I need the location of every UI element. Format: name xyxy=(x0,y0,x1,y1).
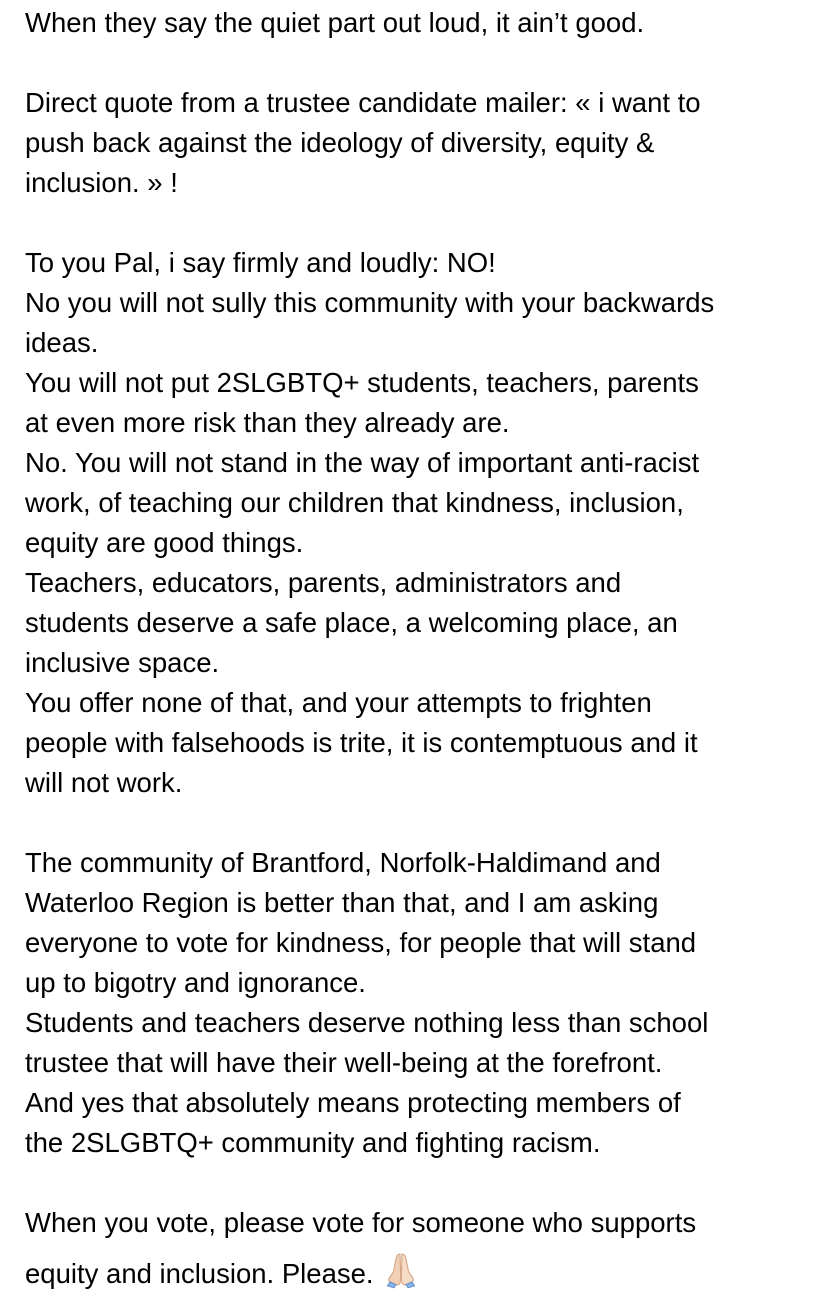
post-line: And yes that absolutely means protecting members of xyxy=(25,1087,681,1118)
post-line: When they say the quiet part out loud, it ain’t good. xyxy=(25,7,645,38)
post-line: inclusion. » ! xyxy=(25,167,178,198)
post-line: people with falsehoods is trite, it is contemptuous and it xyxy=(25,727,698,758)
post-last-line xyxy=(25,1251,820,1300)
post-line: No. You will not stand in the way of important anti-racist xyxy=(25,447,700,478)
post-line: students deserve a safe place, a welcoming place, an xyxy=(25,607,678,638)
post-line: up to bigotry and ignorance. xyxy=(25,967,366,998)
post-line: Students and teachers deserve nothing less than school xyxy=(25,1007,709,1038)
post-line: To you Pal, i say firmly and loudly: NO! xyxy=(25,247,496,278)
post-line: everyone to vote for kindness, for people that will stand xyxy=(25,927,697,958)
post-body xyxy=(25,3,820,1300)
post-line: When you vote, please vote for someone who supports xyxy=(25,1207,697,1238)
post-line: Direct quote from a trustee candidate mailer: « i want to xyxy=(25,87,701,118)
post-line: You offer none of that, and your attempts to frighten xyxy=(25,687,652,718)
folded-hands-icon xyxy=(382,1251,420,1300)
post-line: the 2SLGBTQ+ community and fighting racism. xyxy=(25,1127,601,1158)
post-line: at even more risk than they already are. xyxy=(25,407,510,438)
post-line: work, of teaching our children that kindness, inclusion, xyxy=(25,487,684,518)
post-line: Teachers, educators, parents, administrators and xyxy=(25,567,622,598)
post-line: ideas. xyxy=(25,327,99,358)
post-line: will not work. xyxy=(25,767,183,798)
post-line: equity are good things. xyxy=(25,527,304,558)
post-line: equity and inclusion. Please. xyxy=(25,1258,374,1289)
post-line: inclusive space. xyxy=(25,647,220,678)
post-line: trustee that will have their well-being at the forefront. xyxy=(25,1047,663,1078)
paragraph-gap xyxy=(25,43,820,83)
post-line: You will not put 2SLGBTQ+ students, teachers, parents xyxy=(25,367,699,398)
post-line: Waterloo Region is better than that, and I am asking xyxy=(25,887,659,918)
paragraph-gap xyxy=(25,803,820,843)
paragraph-gap xyxy=(25,203,820,243)
post-line: No you will not sully this community with your backwards xyxy=(25,287,715,318)
post-line: push back against the ideology of diversity, equity & xyxy=(25,127,655,158)
paragraph-gap xyxy=(25,1163,820,1203)
post-line: The community of Brantford, Norfolk-Haldimand and xyxy=(25,847,661,878)
